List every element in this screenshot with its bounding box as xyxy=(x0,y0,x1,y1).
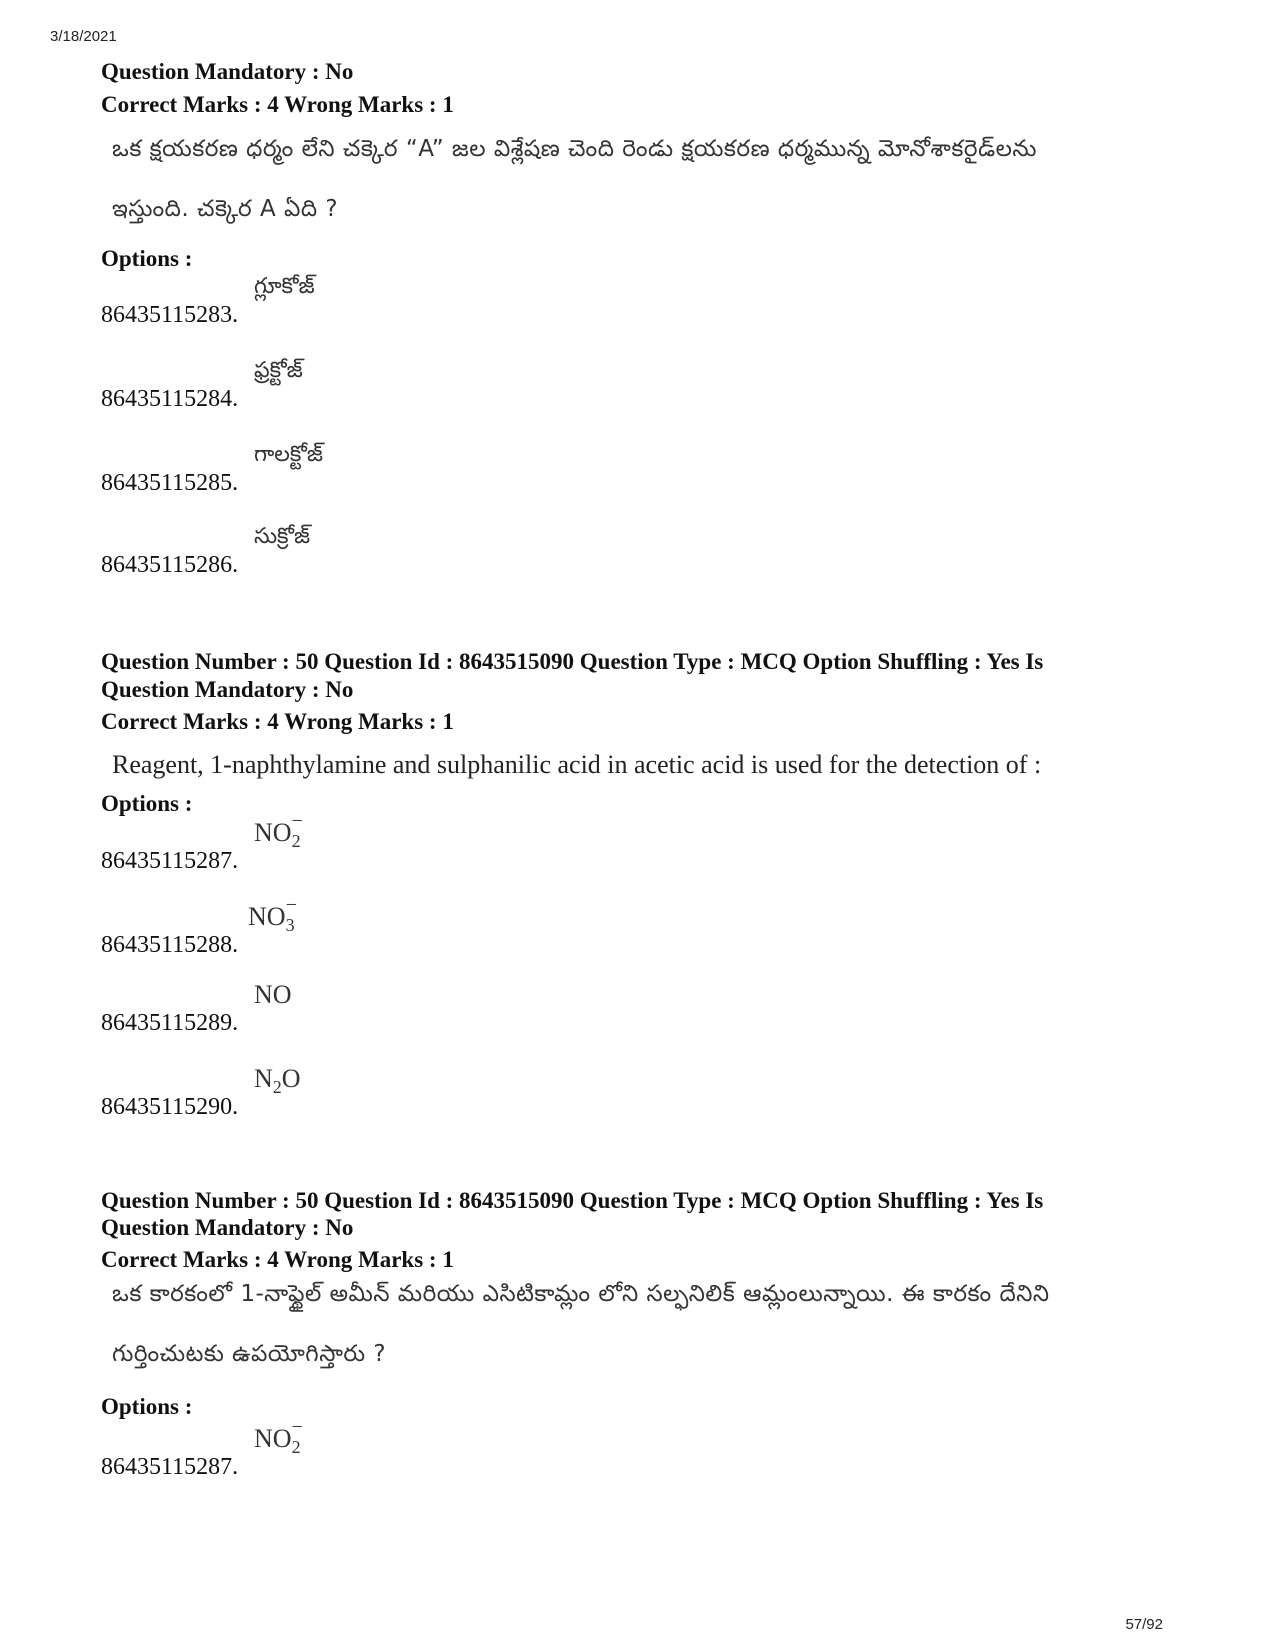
option-id: 86435115283. xyxy=(101,302,239,328)
option-id: 86435115287. xyxy=(101,848,239,874)
options-label: Options : xyxy=(101,791,193,816)
marks-line: Correct Marks : 4 Wrong Marks : 1 xyxy=(101,709,454,734)
option-item[interactable] xyxy=(101,810,303,875)
question-mandatory: Question Mandatory : No xyxy=(101,677,354,702)
option-formula: $NO_3^-$ xyxy=(248,894,297,935)
option-item[interactable] xyxy=(101,894,297,959)
page-number: 57/92 xyxy=(1125,1616,1163,1633)
option-text: గాలక్టోజ్ xyxy=(254,442,323,467)
option-id: 86435115284. xyxy=(101,386,239,412)
option-formula: NO xyxy=(254,980,292,1009)
option-id: 86435115289. xyxy=(101,1010,239,1036)
option-id: 86435115287. xyxy=(101,1454,239,1480)
marks-line: Correct Marks : 4 Wrong Marks : 1 xyxy=(101,1247,454,1272)
option-item[interactable] xyxy=(101,524,311,579)
option-item[interactable] xyxy=(101,274,315,329)
question-text-english: Reagent, 1-naphthylamine and sulphanilic acid in acetic acid is used for the detection of : xyxy=(112,750,1042,779)
option-item[interactable] xyxy=(101,358,303,413)
marks-line: Correct Marks : 4 Wrong Marks : 1 xyxy=(101,92,454,117)
option-text: గ్లూకోజ్ xyxy=(254,274,315,299)
options-label: Options : xyxy=(101,246,193,271)
option-item[interactable] xyxy=(101,1416,303,1481)
option-id: 86435115285. xyxy=(101,470,239,496)
option-formula: $NO_2^-$ xyxy=(254,1416,303,1457)
option-item[interactable] xyxy=(101,980,292,1037)
option-id: 86435115288. xyxy=(101,932,239,958)
options-label: Options : xyxy=(101,1394,193,1419)
option-text: ఫ్రక్టోజ్ xyxy=(254,358,303,383)
question-text-telugu: ఒక క్షయకరణ ధర్మం లేని చక్కెర “A” జల విశ్లేషణ చెంది రెండు క్షయకరణ ధర్మమున్న మోనోశాకరైడ్‌లను xyxy=(112,136,1038,162)
question-mandatory: Question Mandatory : No xyxy=(101,59,354,84)
question-text-telugu-cont: ఇస్తుంది. చక్కెర A ఏది ? xyxy=(112,196,339,222)
print-date: 3/18/2021 xyxy=(50,28,117,45)
question-text-telugu-cont: గుర్తించుటకు ఉపయోగిస్తారు ? xyxy=(112,1341,387,1367)
question-header: Question Number : 50 Question Id : 8643515090 Question Type : MCQ Option Shuffling : Yes Is xyxy=(101,1188,1044,1213)
option-id: 86435115290. xyxy=(101,1094,239,1120)
option-formula: $N_2O$ xyxy=(254,1064,301,1097)
option-id: 86435115286. xyxy=(101,552,239,578)
question-header: Question Number : 50 Question Id : 8643515090 Question Type : MCQ Option Shuffling : Yes Is xyxy=(101,649,1044,674)
option-item[interactable] xyxy=(101,1064,301,1121)
option-formula: $NO_2^-$ xyxy=(254,810,303,851)
question-text-telugu: ఒక కారకంలో 1-నాఫ్థైల్ అమీన్ మరియు ఎసిటికామ్లం లోని సల్ఫనిలిక్ ఆమ్లంలున్నాయి. ఈ కారకం దేనిని xyxy=(112,1281,1050,1307)
option-text: సుక్రోజ్ xyxy=(254,524,311,549)
option-item[interactable] xyxy=(101,442,323,497)
question-mandatory: Question Mandatory : No xyxy=(101,1215,354,1240)
